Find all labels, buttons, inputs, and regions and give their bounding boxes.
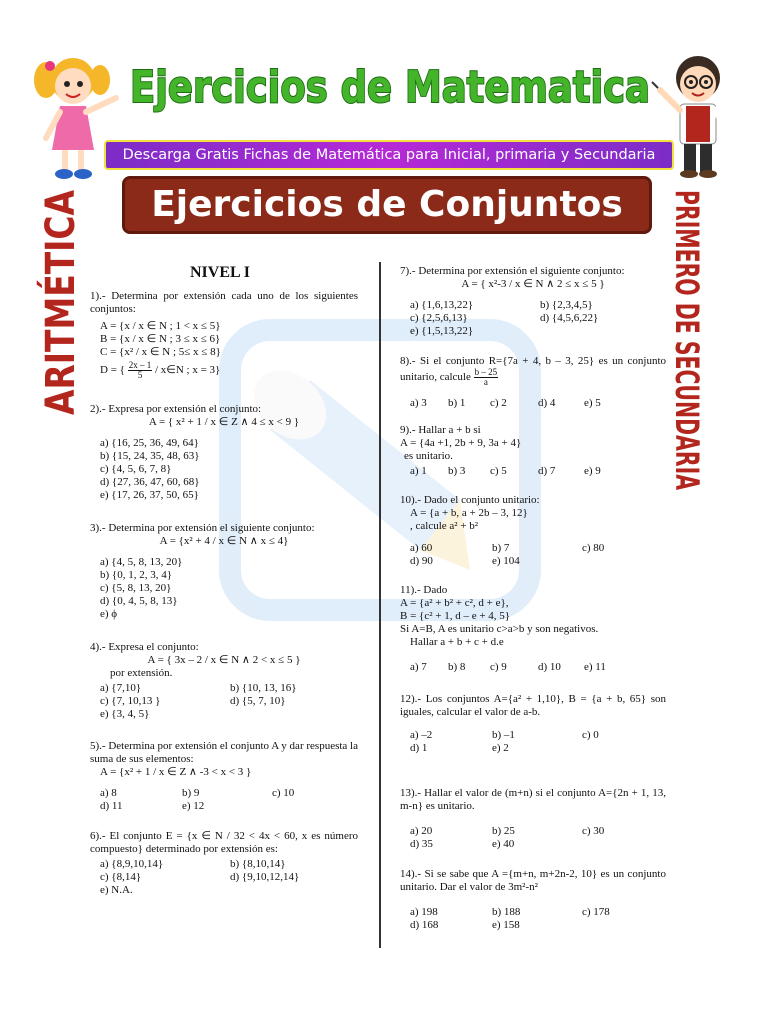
option: b) –1 xyxy=(492,729,515,741)
option: b) {10, 13, 16} xyxy=(230,682,297,694)
set-c: C = {x² / x ∈ N ; 5≤ x ≤ 8} xyxy=(100,346,221,358)
option: b) 25 xyxy=(492,825,515,837)
problem-11-set-b: B = {c² + 1, d – e + 4, 5} xyxy=(400,610,511,622)
option: a) 3 xyxy=(410,397,427,409)
option: c) {8,14} xyxy=(100,871,142,883)
option: e) 11 xyxy=(584,661,606,673)
option: d) {27, 36, 47, 60, 68} xyxy=(100,476,200,488)
option: a) 8 xyxy=(100,787,117,799)
problem-7-stem: 7).- Determina por extensión el siguiente conjunto: xyxy=(400,265,625,277)
side-left-text: ARITMÉTICA xyxy=(38,141,84,415)
option: a) {1,6,13,22} xyxy=(410,299,474,311)
option: c) 2 xyxy=(490,397,507,409)
option: a) 60 xyxy=(410,542,433,554)
set-d-numerator: 2x – 1 xyxy=(128,360,152,370)
problem-11-condition: Si A=B, A es unitario c>a>b y son negativos. xyxy=(400,623,599,635)
option: c) {7, 10,13 } xyxy=(100,695,161,707)
problem-7 xyxy=(400,265,666,338)
problem-11-stem: 11).- Dado xyxy=(400,584,448,596)
option: d) {5, 7, 10} xyxy=(230,695,286,707)
problem-4-stem: 4).- Expresa el conjunto: xyxy=(90,641,199,653)
problem-10 xyxy=(400,494,666,568)
subtitle-bar xyxy=(104,140,674,170)
option: e) 104 xyxy=(492,555,520,567)
option: c) {4, 5, 6, 7, 8} xyxy=(100,463,172,475)
problem-13-stem: 13).- Hallar el valor de (m+n) si el conjunto A={2n + 1, 13, m-n} es unitario. xyxy=(400,787,666,812)
option: b) 188 xyxy=(492,906,521,918)
level-heading: NIVEL I xyxy=(190,264,251,281)
option: b) 1 xyxy=(448,397,466,409)
option: a) –2 xyxy=(410,729,433,741)
problem-5-stem: 5).- Determina por extensión el conjunto A y dar respuesta la suma de sus elementos: xyxy=(90,740,358,765)
option: c) 30 xyxy=(582,825,605,837)
option: b) 9 xyxy=(182,787,200,799)
problem-9-note: es unitario. xyxy=(404,450,453,462)
problem-1 xyxy=(90,290,358,380)
option: a) 1 xyxy=(410,465,427,477)
option: e) 5 xyxy=(584,397,601,409)
option: b) 3 xyxy=(448,465,466,477)
option: b) 7 xyxy=(492,542,510,554)
option: a) 198 xyxy=(410,906,438,918)
option: c) 10 xyxy=(272,787,295,799)
option: e) N.A. xyxy=(100,884,133,896)
option: d) 4 xyxy=(538,397,556,409)
site-title-text: Ejercicios de Matematica xyxy=(130,62,650,113)
problem-9-set: A = {4a +1, 2b + 9, 3a + 4} xyxy=(400,437,522,449)
set-d-denominator: 5 xyxy=(137,370,143,380)
side-label-left xyxy=(36,141,86,420)
problem-8-denominator: a xyxy=(483,377,488,387)
set-d-suffix: / x∈N ; x = 3} xyxy=(154,364,221,377)
problem-6 xyxy=(90,830,358,897)
set-a: A = {x / x ∈ N ; 1 < x ≤ 5} xyxy=(100,320,221,332)
column-divider xyxy=(379,262,381,948)
problem-9-stem: 9).- Hallar a + b si xyxy=(400,424,481,436)
option: b) {15, 24, 35, 48, 63} xyxy=(100,450,200,462)
problem-8-numerator: b – 25 xyxy=(474,367,498,377)
topic-banner xyxy=(122,176,652,234)
problem-5-set: A = {x² + 1 / x ∈ Z ∧ -3 < x < 3 } xyxy=(100,766,252,778)
option: d) 1 xyxy=(410,742,428,754)
subtitle-text: Descarga Gratis Fichas de Matemática para Inicial, primaria y Secundaria xyxy=(122,147,656,163)
option: d) {0, 4, 5, 8, 13} xyxy=(100,595,178,607)
option: c) {2,5,6,13} xyxy=(410,312,468,324)
problem-9 xyxy=(400,424,666,478)
problem-8-stem xyxy=(400,355,666,387)
topic-title: Ejercicios de Conjuntos xyxy=(151,184,623,225)
problem-5 xyxy=(90,740,358,813)
set-d-prefix: D = { xyxy=(100,364,125,377)
problem-8-fraction xyxy=(474,368,499,387)
problem-8-text: 8).- Si el conjunto R={7a + 4, b – 3, 25} es un conjunto unitario, calcule xyxy=(400,355,666,384)
option: e) 40 xyxy=(492,838,515,850)
problem-3-set: A = {x² + 4 / x ∈ N ∧ x ≤ 4} xyxy=(159,535,289,547)
option: e) {17, 26, 37, 50, 65} xyxy=(100,489,199,501)
option: e) 12 xyxy=(182,800,205,812)
problem-6-stem: 6).- El conjunto E = {x ∈ N / 32 < 4x < 60, x es número compuesto} determinado por extensión es: xyxy=(90,830,358,855)
option: c) 178 xyxy=(582,906,610,918)
problem-12 xyxy=(400,693,666,755)
option: d) 90 xyxy=(410,555,433,567)
option: e) 2 xyxy=(492,742,509,754)
problem-14-stem: 14).- Si se sabe que A ={m+n, m+2n-2, 10} es un conjunto unitario. Dar el valor de 3m²-n² xyxy=(400,868,666,893)
problem-4-note: por extensión. xyxy=(110,667,173,679)
set-d xyxy=(100,361,358,380)
problem-7-set: A = { x²-3 / x ∈ N ∧ 2 ≤ x ≤ 5 } xyxy=(461,278,605,290)
option: a) {7,10} xyxy=(100,682,142,694)
option: a) 20 xyxy=(410,825,433,837)
option: d) {9,10,12,14} xyxy=(230,871,300,883)
problem-3-stem: 3).- Determina por extensión el siguiente conjunto: xyxy=(90,522,315,534)
option: c) {5, 8, 13, 20} xyxy=(100,582,172,594)
set-b: B = {x / x ∈ N ; 3 ≤ x ≤ 6} xyxy=(100,333,221,345)
option: d) 168 xyxy=(410,919,439,931)
set-d-fraction xyxy=(128,361,153,380)
problem-8 xyxy=(400,355,666,410)
problem-3 xyxy=(90,522,358,621)
problem-2 xyxy=(90,403,358,502)
girl-illustration xyxy=(28,50,123,185)
option: e) {1,5,13,22} xyxy=(410,325,474,337)
option: a) 7 xyxy=(410,661,427,673)
problem-2-stem: 2).- Expresa por extensión el conjunto: xyxy=(90,403,262,415)
option: d) 7 xyxy=(538,465,556,477)
option: b) {0, 1, 2, 3, 4} xyxy=(100,569,172,581)
option: c) 5 xyxy=(490,465,507,477)
option: d) {4,5,6,22} xyxy=(540,312,599,324)
problem-12-stem: 12).- Los conjuntos A={a² + 1,10}, B = {a + b, 65} son iguales, calcular el valor de a-b. xyxy=(400,693,666,718)
problem-2-set: A = { x² + 1 / x ∈ Z ∧ 4 ≤ x < 9 } xyxy=(148,416,300,428)
option: e) {3, 4, 5} xyxy=(100,708,150,720)
option: b) 8 xyxy=(448,661,466,673)
problem-11-question: Hallar a + b + c + d.e xyxy=(410,636,504,648)
option: a) {8,9,10,14} xyxy=(100,858,164,870)
problem-10-set: A = {a + b, a + 2b – 3, 12} xyxy=(410,507,528,519)
option: c) 80 xyxy=(582,542,605,554)
option: b) {2,3,4,5} xyxy=(540,299,593,311)
option: d) 35 xyxy=(410,838,433,850)
problem-4 xyxy=(90,641,358,721)
site-title xyxy=(125,48,655,118)
option: e) 158 xyxy=(492,919,520,931)
problem-11 xyxy=(400,584,666,674)
problem-14 xyxy=(400,868,666,932)
side-label-right xyxy=(664,185,714,661)
option: c) 9 xyxy=(490,661,507,673)
option: d) 11 xyxy=(100,800,123,812)
problem-10-stem: 10).- Dado el conjunto unitario: xyxy=(400,494,540,506)
option: e) ϕ xyxy=(100,608,118,620)
option: b) {8,10,14} xyxy=(230,858,286,870)
problem-1-stem: 1).- Determina por extensión cada uno de los siguientes conjuntos: xyxy=(90,290,358,315)
problem-4-set: A = { 3x – 2 / x ∈ N ∧ 2 < x ≤ 5 } xyxy=(147,654,301,666)
option: e) 9 xyxy=(584,465,601,477)
option: d) 10 xyxy=(538,661,561,673)
option: a) {4, 5, 8, 13, 20} xyxy=(100,556,183,568)
side-right-text: PRIMERO DE SECUNDARIA xyxy=(668,190,706,661)
problem-13 xyxy=(400,787,666,851)
problem-10-note: , calcule a² + b² xyxy=(410,520,479,532)
option: a) {16, 25, 36, 49, 64} xyxy=(100,437,199,449)
option: c) 0 xyxy=(582,729,599,741)
boy-illustration xyxy=(650,48,740,183)
problem-11-set-a: A = {a² + b² + c², d + e}, xyxy=(400,597,509,609)
